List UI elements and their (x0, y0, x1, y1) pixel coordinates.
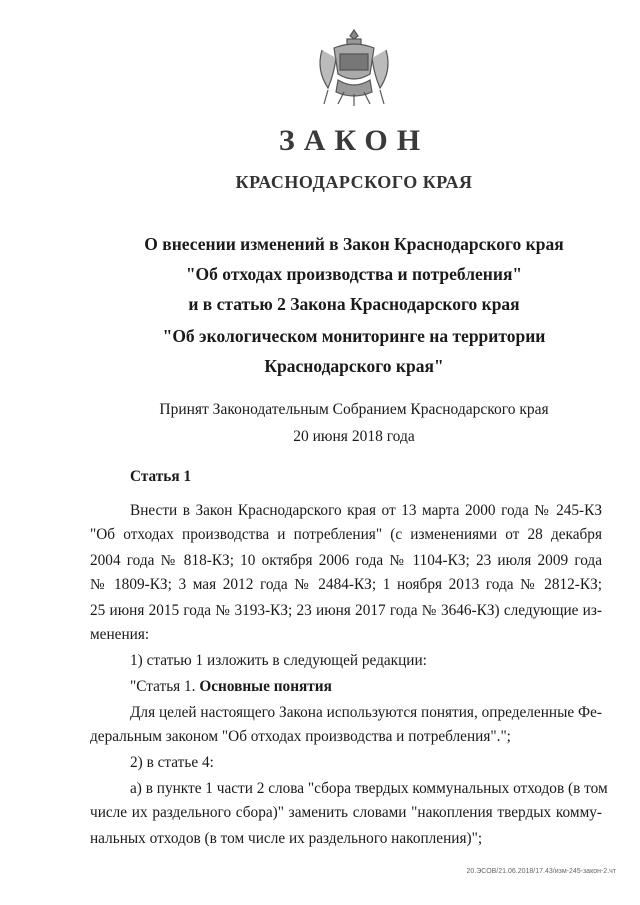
law-subtitle: КРАСНОДАРСКОГО КРАЯ (235, 172, 473, 192)
heading-line: "Об отходах производства и потребления" (185, 264, 523, 284)
heading-line: "Об экологическом мониторинге на территории (162, 326, 546, 346)
paragraph-line: Для целей настоящего Закона используются понятия, определенные Фе- (130, 704, 602, 721)
paragraph-line: нальных отходов (в том числе их раздельного накопления)"; (90, 830, 483, 847)
paragraph-line: 2004 года № 818-КЗ; 10 октября 2006 года № 1104-КЗ; 23 июля 2009 года (90, 552, 602, 569)
coat-of-arms-emblem (314, 26, 394, 108)
accepted-date: 20 июня 2018 года (293, 428, 415, 445)
paragraph-line: деральным законом "Об отходах производства и потребления"."; (90, 728, 511, 745)
paragraph-line: а) в пункте 1 части 2 слова "сбора твердых коммунальных отходов (в том (130, 780, 608, 797)
heading-line: и в статью 2 Закона Краснодарского края (188, 294, 520, 314)
article-heading-line (130, 676, 602, 698)
paragraph-line: числе их раздельного сбора)" заменить словами "накопления твердых комму- (90, 804, 602, 821)
paragraph-line: 2) в статье 4: (130, 754, 214, 771)
heading-line: О внесении изменений в Закон Краснодарского края (144, 234, 564, 254)
article-heading-prefix: "Статья 1. (130, 678, 200, 695)
article-title: Статья 1 (130, 468, 192, 485)
paragraph-line: 25 июня 2015 года № 3193-КЗ; 23 июня 2017 года № 3646-КЗ) следующие из- (90, 602, 602, 619)
paragraph-line: "Об отходах производства и потребления" (с изменениями от 28 декабря (90, 526, 602, 543)
heading-line: Краснодарского края" (264, 356, 444, 376)
paragraph-line: № 1809-КЗ; 3 мая 2012 года № 2484-КЗ; 1 ноября 2013 года № 2812-КЗ; (90, 576, 602, 593)
accepted-line: Принят Законодательным Собранием Краснодарского края (159, 401, 549, 418)
footer-code: 20.ЭСОВ/21.06.2018/17.43/изм-245-закон-2.чт (466, 868, 616, 875)
paragraph-line: 1) статью 1 изложить в следующей редакции: (130, 652, 427, 669)
paragraph-line: Внести в Закон Краснодарского края от 13 марта 2000 года № 245-КЗ (130, 502, 602, 519)
law-title: ЗАКОН (278, 124, 430, 157)
paragraph-line: менения: (90, 626, 150, 643)
article-heading-bold: Основные понятия (199, 678, 332, 695)
